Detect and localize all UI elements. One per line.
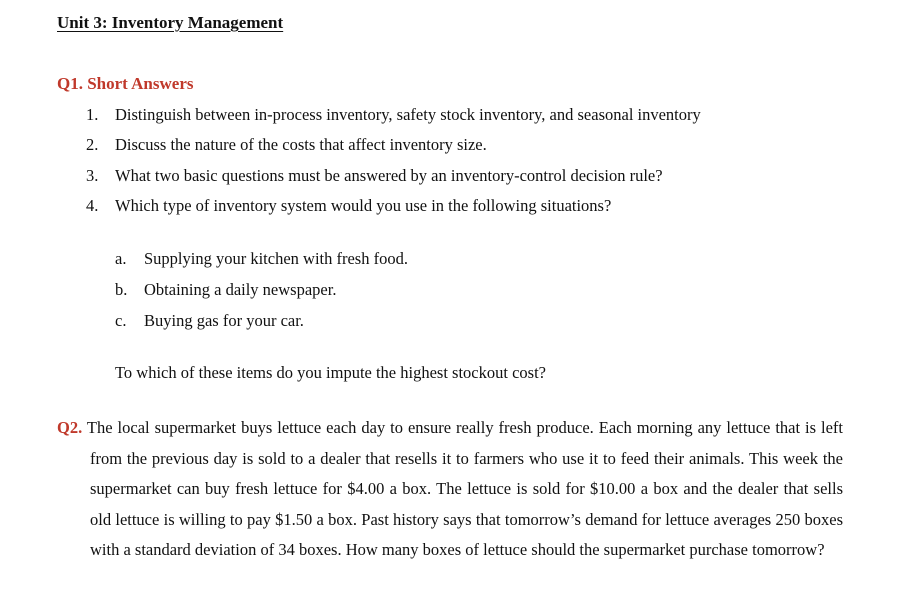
q1-item-number: 4. [86, 196, 99, 215]
q1-item-text: Discuss the nature of the costs that affect inventory size. [115, 135, 487, 154]
q1-sub-item-letter: c. [115, 311, 127, 330]
q1-item [86, 196, 611, 216]
q1-sub-item-text: Obtaining a daily newspaper. [144, 280, 337, 299]
q2-text: The local supermarket buys lettuce each day to ensure really fresh produce. Each morning any lettuce that is left from the previous day is sold to a dealer that resells it to farmers who use it to feed their animals. This week the supermarket can buy fresh lettuce for $4.00 a box. The lettuce is sold for $10.00 a box and the dealer that sells old lettuce is willing to pay $1.50 a box. Past history says that tomorrow’s demand for lettuce averages 250 boxes with a standard deviation of 34 boxes. How many boxes of lettuce should the supermarket purchase tomorrow? [86, 418, 844, 559]
q1-heading: Q1. Short Answers [57, 74, 194, 93]
q1-item [86, 105, 701, 125]
q1-item-number: 1. [86, 105, 99, 124]
q1-sub-item-text: Supplying your kitchen with fresh food. [144, 249, 408, 268]
q1-followup-question: To which of these items do you impute the highest stockout cost? [115, 363, 546, 382]
q1-item-text: Which type of inventory system would you use in the following situations? [115, 196, 612, 215]
q2-label: Q2. [57, 418, 83, 437]
q1-sub-item-text: Buying gas for your car. [144, 311, 304, 330]
unit-title: Unit 3: Inventory Management [57, 13, 284, 32]
q1-item [86, 166, 663, 186]
q1-sub-item [115, 311, 304, 331]
q1-sub-item [115, 280, 336, 300]
q1-item-number: 3. [86, 166, 99, 185]
q1-item [86, 135, 487, 155]
q1-item-number: 2. [86, 135, 99, 154]
q1-sub-item [115, 249, 408, 269]
q1-item-text: Distinguish between in-process inventory, safety stock inventory, and seasonal inventory [115, 105, 701, 124]
q1-sub-item-letter: b. [115, 280, 128, 299]
q1-sub-item-letter: a. [115, 249, 127, 268]
q2-paragraph [57, 413, 843, 566]
q1-item-text: What two basic questions must be answered by an inventory-control decision rule? [115, 166, 663, 185]
